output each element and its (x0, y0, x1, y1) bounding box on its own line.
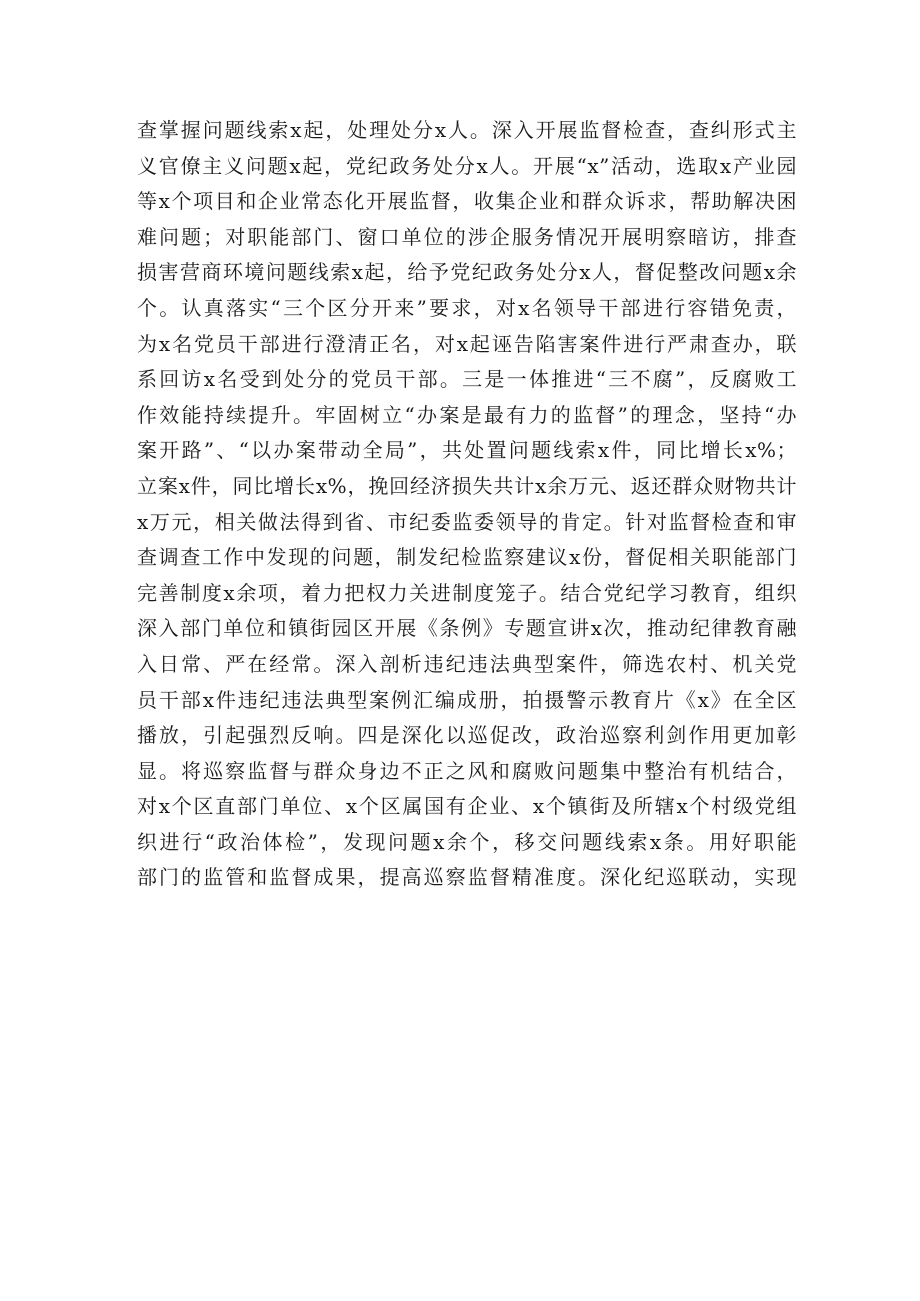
text-line: 难问题；对职能部门、窗口单位的涉企服务情况开展明察暗访，排查 (137, 224, 797, 249)
text-line: 系回访x名受到处分的党员干部。三是一体推进“三不腐”，反腐败工 (137, 367, 797, 392)
text-line: 查掌握问题线索x起，处理处分x人。深入开展监督检查，查纠形式主 (137, 118, 797, 142)
text-line: 立案x件，同比增长x%，挽回经济损失共计x余万元、返还群众财物共计 (137, 473, 797, 498)
text-line: 显。将巡察监督与群众身边不正之风和腐败问题集中整治有机结合， (137, 758, 797, 783)
text-line: 查调查工作中发现的问题，制发纪检监察建议x份，督促相关职能部门 (137, 545, 797, 570)
body-paragraph (137, 113, 797, 896)
text-line: 为x名党员干部进行澄清正名，对x起诬告陷害案件进行严肃查办，联 (137, 331, 797, 356)
text-line: 织进行“政治体检”，发现问题x余个，移交问题线索x条。用好职能 (137, 829, 797, 854)
text-line: 作效能持续提升。牢固树立“办案是最有力的监督”的理念，坚持“办 (137, 402, 797, 427)
text-line: 播放，引起强烈反响。四是深化以巡促改，政治巡察利剑作用更加彰 (137, 723, 797, 748)
text-line: 完善制度x余项，着力把权力关进制度笼子。结合党纪学习教育，组织 (137, 580, 797, 605)
text-line: 等x个项目和企业常态化开展监督，收集企业和群众诉求，帮助解决困 (137, 189, 797, 214)
text-line: 义官僚主义问题x起，党纪政务处分x人。开展“x”活动，选取x产业园 (137, 153, 797, 178)
text-line: 个。认真落实“三个区分开来”要求，对x名领导干部进行容错免责， (137, 295, 797, 320)
text-line: 深入部门单位和镇街园区开展《条例》专题宣讲x次，推动纪律教育融 (137, 616, 797, 641)
text-line: 部门的监管和监督成果，提高巡察监督精准度。深化纪巡联动，实现 (137, 865, 797, 890)
text-line: 对x个区直部门单位、x个区属国有企业、x个镇街及所辖x个村级党组 (137, 794, 797, 819)
text-line: x万元，相关做法得到省、市纪委监委领导的肯定。针对监督检查和审 (137, 509, 797, 534)
text-line: 案开路”、“以办案带动全局”，共处置问题线索x件，同比增长x%； (137, 438, 797, 463)
text-line: 入日常、严在经常。深入剖析违纪违法典型案件，筛选农村、机关党 (137, 651, 797, 676)
text-line: 员干部x件违纪违法典型案例汇编成册，拍摄警示教育片《x》在全区 (137, 687, 797, 712)
text-line: 损害营商环境问题线索x起，给予党纪政务处分x人，督促整改问题x余 (137, 260, 797, 285)
